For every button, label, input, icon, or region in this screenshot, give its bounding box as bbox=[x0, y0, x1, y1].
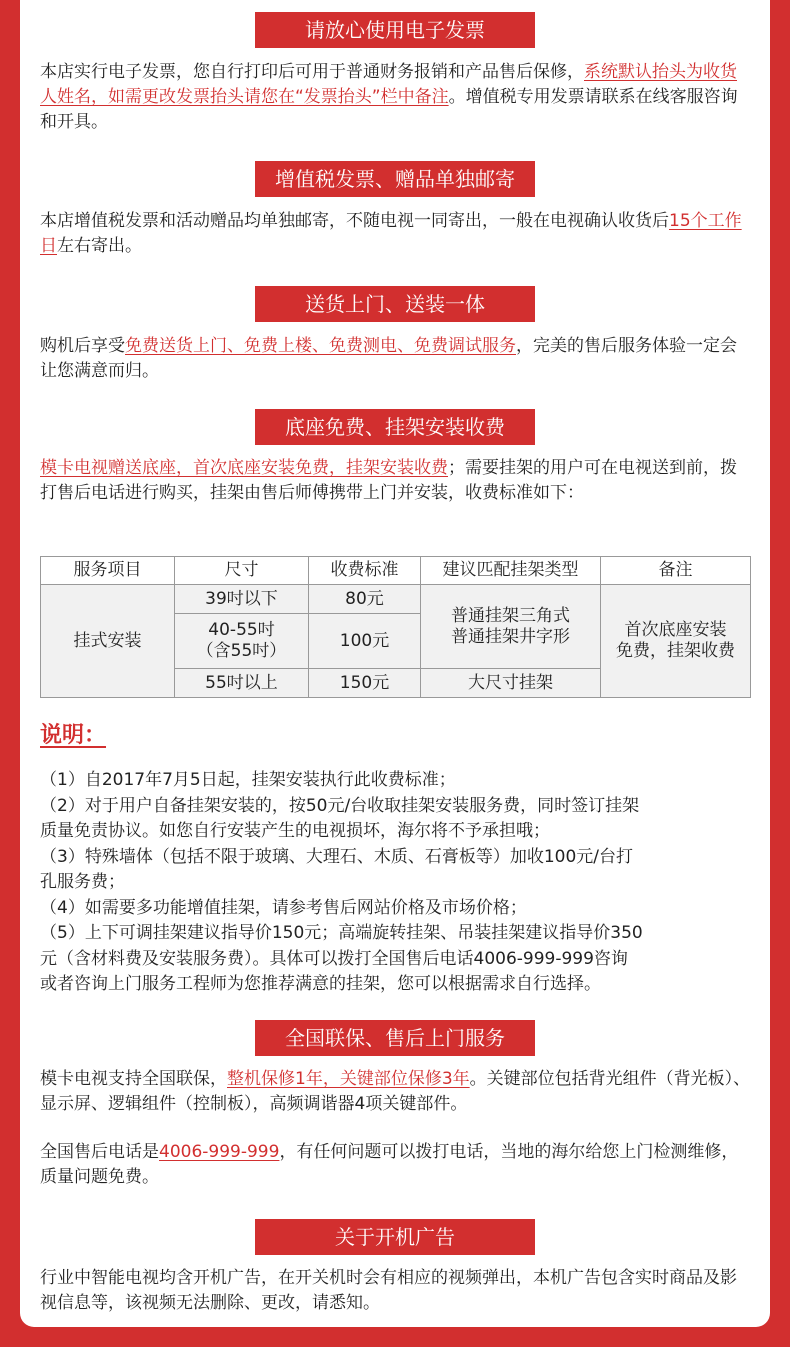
section-title-boot-ad: 关于开机广告 bbox=[255, 1219, 535, 1255]
text-a: 购机后享受 bbox=[40, 336, 125, 356]
cell-size: 55吋以上 bbox=[175, 669, 309, 698]
explain-list bbox=[40, 768, 752, 998]
text-b: 左右寄出。 bbox=[57, 236, 142, 256]
cell-bracket-large: 大尺寸挂架 bbox=[421, 669, 601, 698]
highlight-text: 系统默认抬头为收货人姓名，如需更改发票抬头请您在“发票抬头”栏中备注 bbox=[40, 62, 737, 107]
list-item: 质量免责协议。如您自行安装产生的电视损坏，海尔将不予承担哦； bbox=[40, 821, 550, 841]
list-item: （5）上下可调挂架建议指导价150元；高端旋转挂架、吊装挂架建议指导价350 bbox=[40, 923, 643, 943]
cell-fee: 150元 bbox=[309, 669, 421, 698]
header-remark: 备注 bbox=[601, 557, 751, 585]
highlight-text: 整机保修1年，关键部位保修3年 bbox=[227, 1069, 470, 1089]
cell-remark: 首次底座安装 免费，挂架收费 bbox=[601, 585, 751, 698]
section-text-boot-ad bbox=[40, 1266, 752, 1316]
section-text-warranty bbox=[40, 1067, 752, 1117]
table-header-row bbox=[41, 557, 751, 585]
section-title-delivery: 送货上门、送装一体 bbox=[255, 286, 535, 322]
hotline-number: 4006-999-999 bbox=[159, 1142, 280, 1162]
highlight-text: 免费送货上门、免费上楼、免费测电、免费调试服务 bbox=[125, 336, 516, 356]
section-title-vat-invoice: 增值税发票、赠品单独邮寄 bbox=[255, 161, 535, 197]
text-a: 模卡电视支持全国联保， bbox=[40, 1069, 227, 1089]
text-a: 行业中智能电视均含开机广告，在开关机时会有相应的视频弹出，本机广告包含实时商品及影视信息等，该视频无法删除、更改，请悉知。 bbox=[40, 1268, 737, 1313]
text-b: ，有任何问题可以拨打电话，当地的海尔给您上门检测维修，质量问题免费。 bbox=[40, 1142, 739, 1187]
list-item: 元（含材料费及安装服务费）。具体可以拨打全国售后电话4006-999-999咨询 bbox=[40, 948, 628, 969]
header-size: 尺寸 bbox=[175, 557, 309, 585]
list-item: （4）如需要多功能增值挂架，请参考售后网站价格及市场价格； bbox=[40, 897, 527, 918]
text-b: ，完美的售后服务体验一定会让您满意而归。 bbox=[40, 336, 737, 381]
list-item: （2）对于用户自备挂架安装的，按50元/台收取挂架安装服务费，同时签订挂架 bbox=[40, 795, 640, 816]
cell-fee: 100元 bbox=[309, 614, 421, 669]
header-fee: 收费标准 bbox=[309, 557, 421, 585]
section-text-e-invoice bbox=[40, 60, 752, 135]
list-item: （3）特殊墙体（包括不限于玻璃、大理石、木质、石膏板等）加收100元/台打 bbox=[40, 846, 633, 867]
list-item: 孔服务费； bbox=[40, 872, 125, 892]
section-text-hotline bbox=[40, 1140, 752, 1190]
text-b: 。关键部位包括背光组件（背光板）、显示屏、逻辑组件（控制板），高频调谐器4项关键部件。 bbox=[40, 1069, 751, 1114]
text-a: 本店增值税发票和活动赠品均单独邮寄，不随电视一同寄出，一般在电视确认收货后 bbox=[40, 211, 669, 231]
section-title-warranty: 全国联保、售后上门服务 bbox=[255, 1020, 535, 1056]
cell-fee: 80元 bbox=[309, 585, 421, 614]
text-a: 全国售后电话是 bbox=[40, 1142, 159, 1162]
text-b: 。增值税专用发票请联系在线客服咨询和开具。 bbox=[40, 87, 738, 132]
list-item: 或者咨询上门服务工程师为您推荐满意的挂架，您可以根据需求自行选择。 bbox=[40, 974, 601, 994]
table-row bbox=[41, 585, 751, 614]
list-item: （1）自2017年7月5日起，挂架安装执行此收费标准； bbox=[40, 770, 456, 790]
highlight-text: 15个工作日 bbox=[40, 211, 742, 256]
cell-service: 挂式安装 bbox=[41, 585, 175, 698]
text-a: 本店实行电子发票，您自行打印后可用于普通财务报销和产品售后保修， bbox=[40, 62, 584, 82]
section-title-bracket: 底座免费、挂架安装收费 bbox=[255, 409, 535, 445]
cell-size: 40-55吋 （含55吋） bbox=[175, 614, 309, 669]
section-text-bracket bbox=[40, 456, 752, 506]
header-service: 服务项目 bbox=[41, 557, 175, 585]
explain-title: 说明： bbox=[40, 723, 107, 748]
section-text-delivery bbox=[40, 334, 752, 384]
header-bracket: 建议匹配挂架类型 bbox=[421, 557, 601, 585]
highlight-text: 模卡电视赠送底座，首次底座安装免费，挂架安装收费 bbox=[40, 458, 448, 478]
fee-table bbox=[40, 556, 751, 698]
cell-size: 39吋以下 bbox=[175, 585, 309, 614]
section-text-vat-invoice bbox=[40, 209, 752, 259]
text-b: ；需要挂架的用户可在电视送到前，拨打售后电话进行购买，挂架由售后师傅携带上门并安装，收费标准如下： bbox=[40, 458, 737, 503]
cell-bracket-common: 普通挂架三角式 普通挂架井字形 bbox=[421, 585, 601, 669]
section-title-e-invoice: 请放心使用电子发票 bbox=[255, 12, 535, 48]
